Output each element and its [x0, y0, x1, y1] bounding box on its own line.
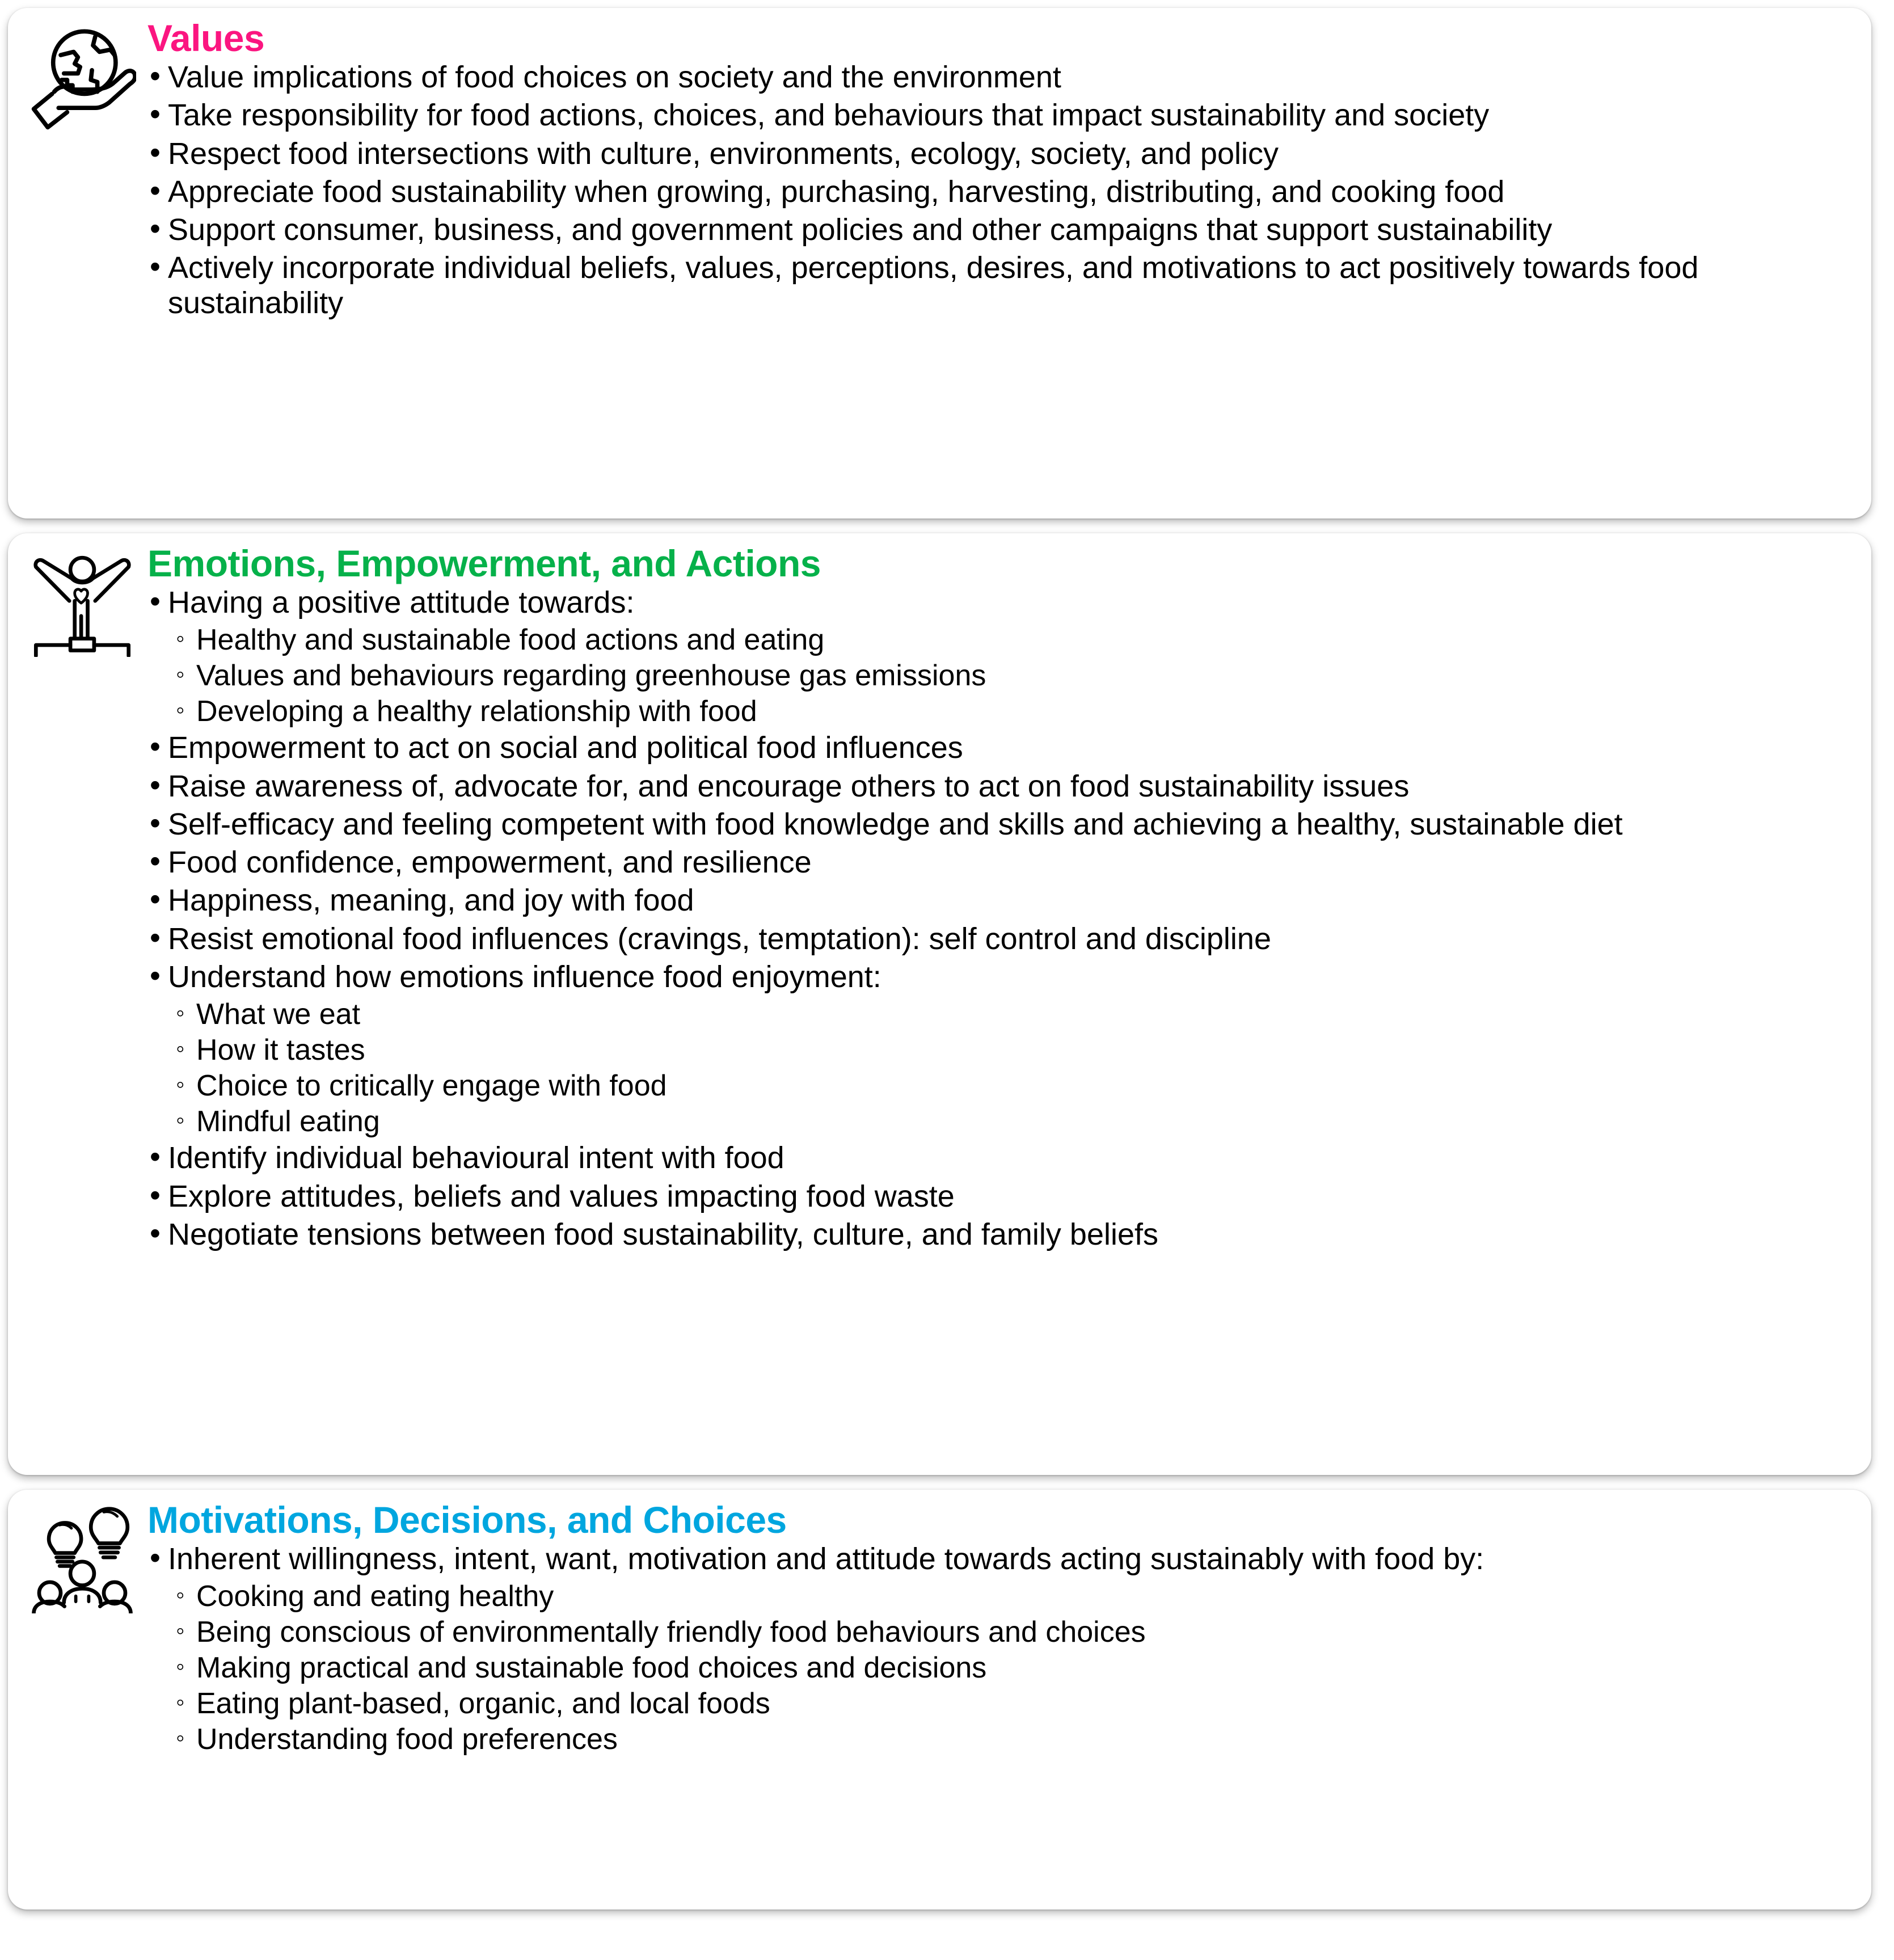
panel-motivations-sublist: [174, 1580, 1852, 1756]
panel-motivations: [8, 1490, 1871, 1910]
list-item: • Food confidence, empowerment, and resilience: [147, 845, 1852, 880]
list-item: • Support consumer, business, and government policies and other campaigns that support sustainability: [147, 213, 1852, 247]
list-item: • Value implications of food choices on society and the environment: [147, 60, 1852, 95]
panel-values-list: [147, 60, 1852, 321]
panel-emotions: [8, 533, 1871, 1475]
list-item: ◦ How it tastes: [174, 1034, 1852, 1067]
panel-motivations-icon-column: [16, 1500, 147, 1613]
list-item: • Identify individual behavioural intent with food: [147, 1141, 1852, 1175]
panel-emotions-body: [147, 543, 1852, 1255]
list-item: ◦ Developing a healthy relationship with food: [174, 695, 1852, 728]
list-item: ◦ Understanding food preferences: [174, 1723, 1852, 1756]
panel-motivations-title: Motivations, Decisions, and Choices: [147, 1499, 787, 1541]
list-item: • Self-efficacy and feeling competent with food knowledge and skills and achieving a healthy, sustainable diet: [147, 807, 1852, 842]
list-item: • Take responsibility for food actions, choices, and behaviours that impact sustainability and society: [147, 98, 1852, 133]
people-with-lightbulbs-icon: [28, 1506, 147, 1613]
list-item: • Understand how emotions influence food enjoyment:: [147, 960, 1852, 994]
list-item: • Respect food intersections with culture, environments, ecology, society, and policy: [147, 137, 1852, 171]
list-item: • Inherent willingness, intent, want, motivation and attitude towards acting sustainably with food by:: [147, 1542, 1852, 1577]
list-item: • Resist emotional food influences (cravings, temptation): self control and discipline: [147, 922, 1852, 956]
list-item: ◦ Healthy and sustainable food actions and eating: [174, 623, 1852, 657]
panel-motivations-list: [147, 1542, 1852, 1756]
panel-values-title: Values: [147, 17, 265, 59]
list-item: ◦ Eating plant-based, organic, and local foods: [174, 1687, 1852, 1721]
panel-emotions-icon-column: [16, 543, 147, 657]
list-item: • Happiness, meaning, and joy with food: [147, 883, 1852, 918]
list-item: ◦ Cooking and eating healthy: [174, 1580, 1852, 1613]
list-item: • Negotiate tensions between food sustainability, culture, and family beliefs: [147, 1217, 1852, 1252]
panel-emotions-title: Emotions, Empowerment, and Actions: [147, 542, 821, 584]
list-item: • Appreciate food sustainability when growing, purchasing, harvesting, distributing, and cooking food: [147, 175, 1852, 209]
list-item: ◦ Choice to critically engage with food: [174, 1069, 1852, 1103]
list-item: • Raise awareness of, advocate for, and encourage others to act on food sustainability issues: [147, 769, 1852, 804]
list-item: • Explore attitudes, beliefs and values impacting food waste: [147, 1179, 1852, 1214]
list-item: ◦ Being conscious of environmentally friendly food behaviours and choices: [174, 1616, 1852, 1649]
panel-motivations-body: [147, 1500, 1852, 1759]
list-item: ◦ Mindful eating: [174, 1105, 1852, 1139]
panel-emotions-list: [147, 585, 1852, 1252]
list-item: • Actively incorporate individual beliefs, values, perceptions, desires, and motivations to act positively towards food sustainability: [147, 251, 1852, 321]
panel-values: [8, 8, 1871, 519]
globe-in-hand-icon: [28, 24, 147, 132]
person-arms-raised-heart-icon: [28, 549, 147, 657]
panel-emotions-sublist-enjoyment: [174, 998, 1852, 1139]
list-item: ◦ Making practical and sustainable food choices and decisions: [174, 1651, 1852, 1685]
list-item: • Having a positive attitude towards:: [147, 585, 1852, 620]
list-item: ◦ What we eat: [174, 998, 1852, 1031]
panel-values-icon-column: [16, 18, 147, 132]
list-item: ◦ Values and behaviours regarding greenhouse gas emissions: [174, 659, 1852, 693]
panel-values-body: [147, 18, 1852, 324]
list-item: • Empowerment to act on social and political food influences: [147, 731, 1852, 765]
panel-emotions-sublist-attitude: [174, 623, 1852, 728]
